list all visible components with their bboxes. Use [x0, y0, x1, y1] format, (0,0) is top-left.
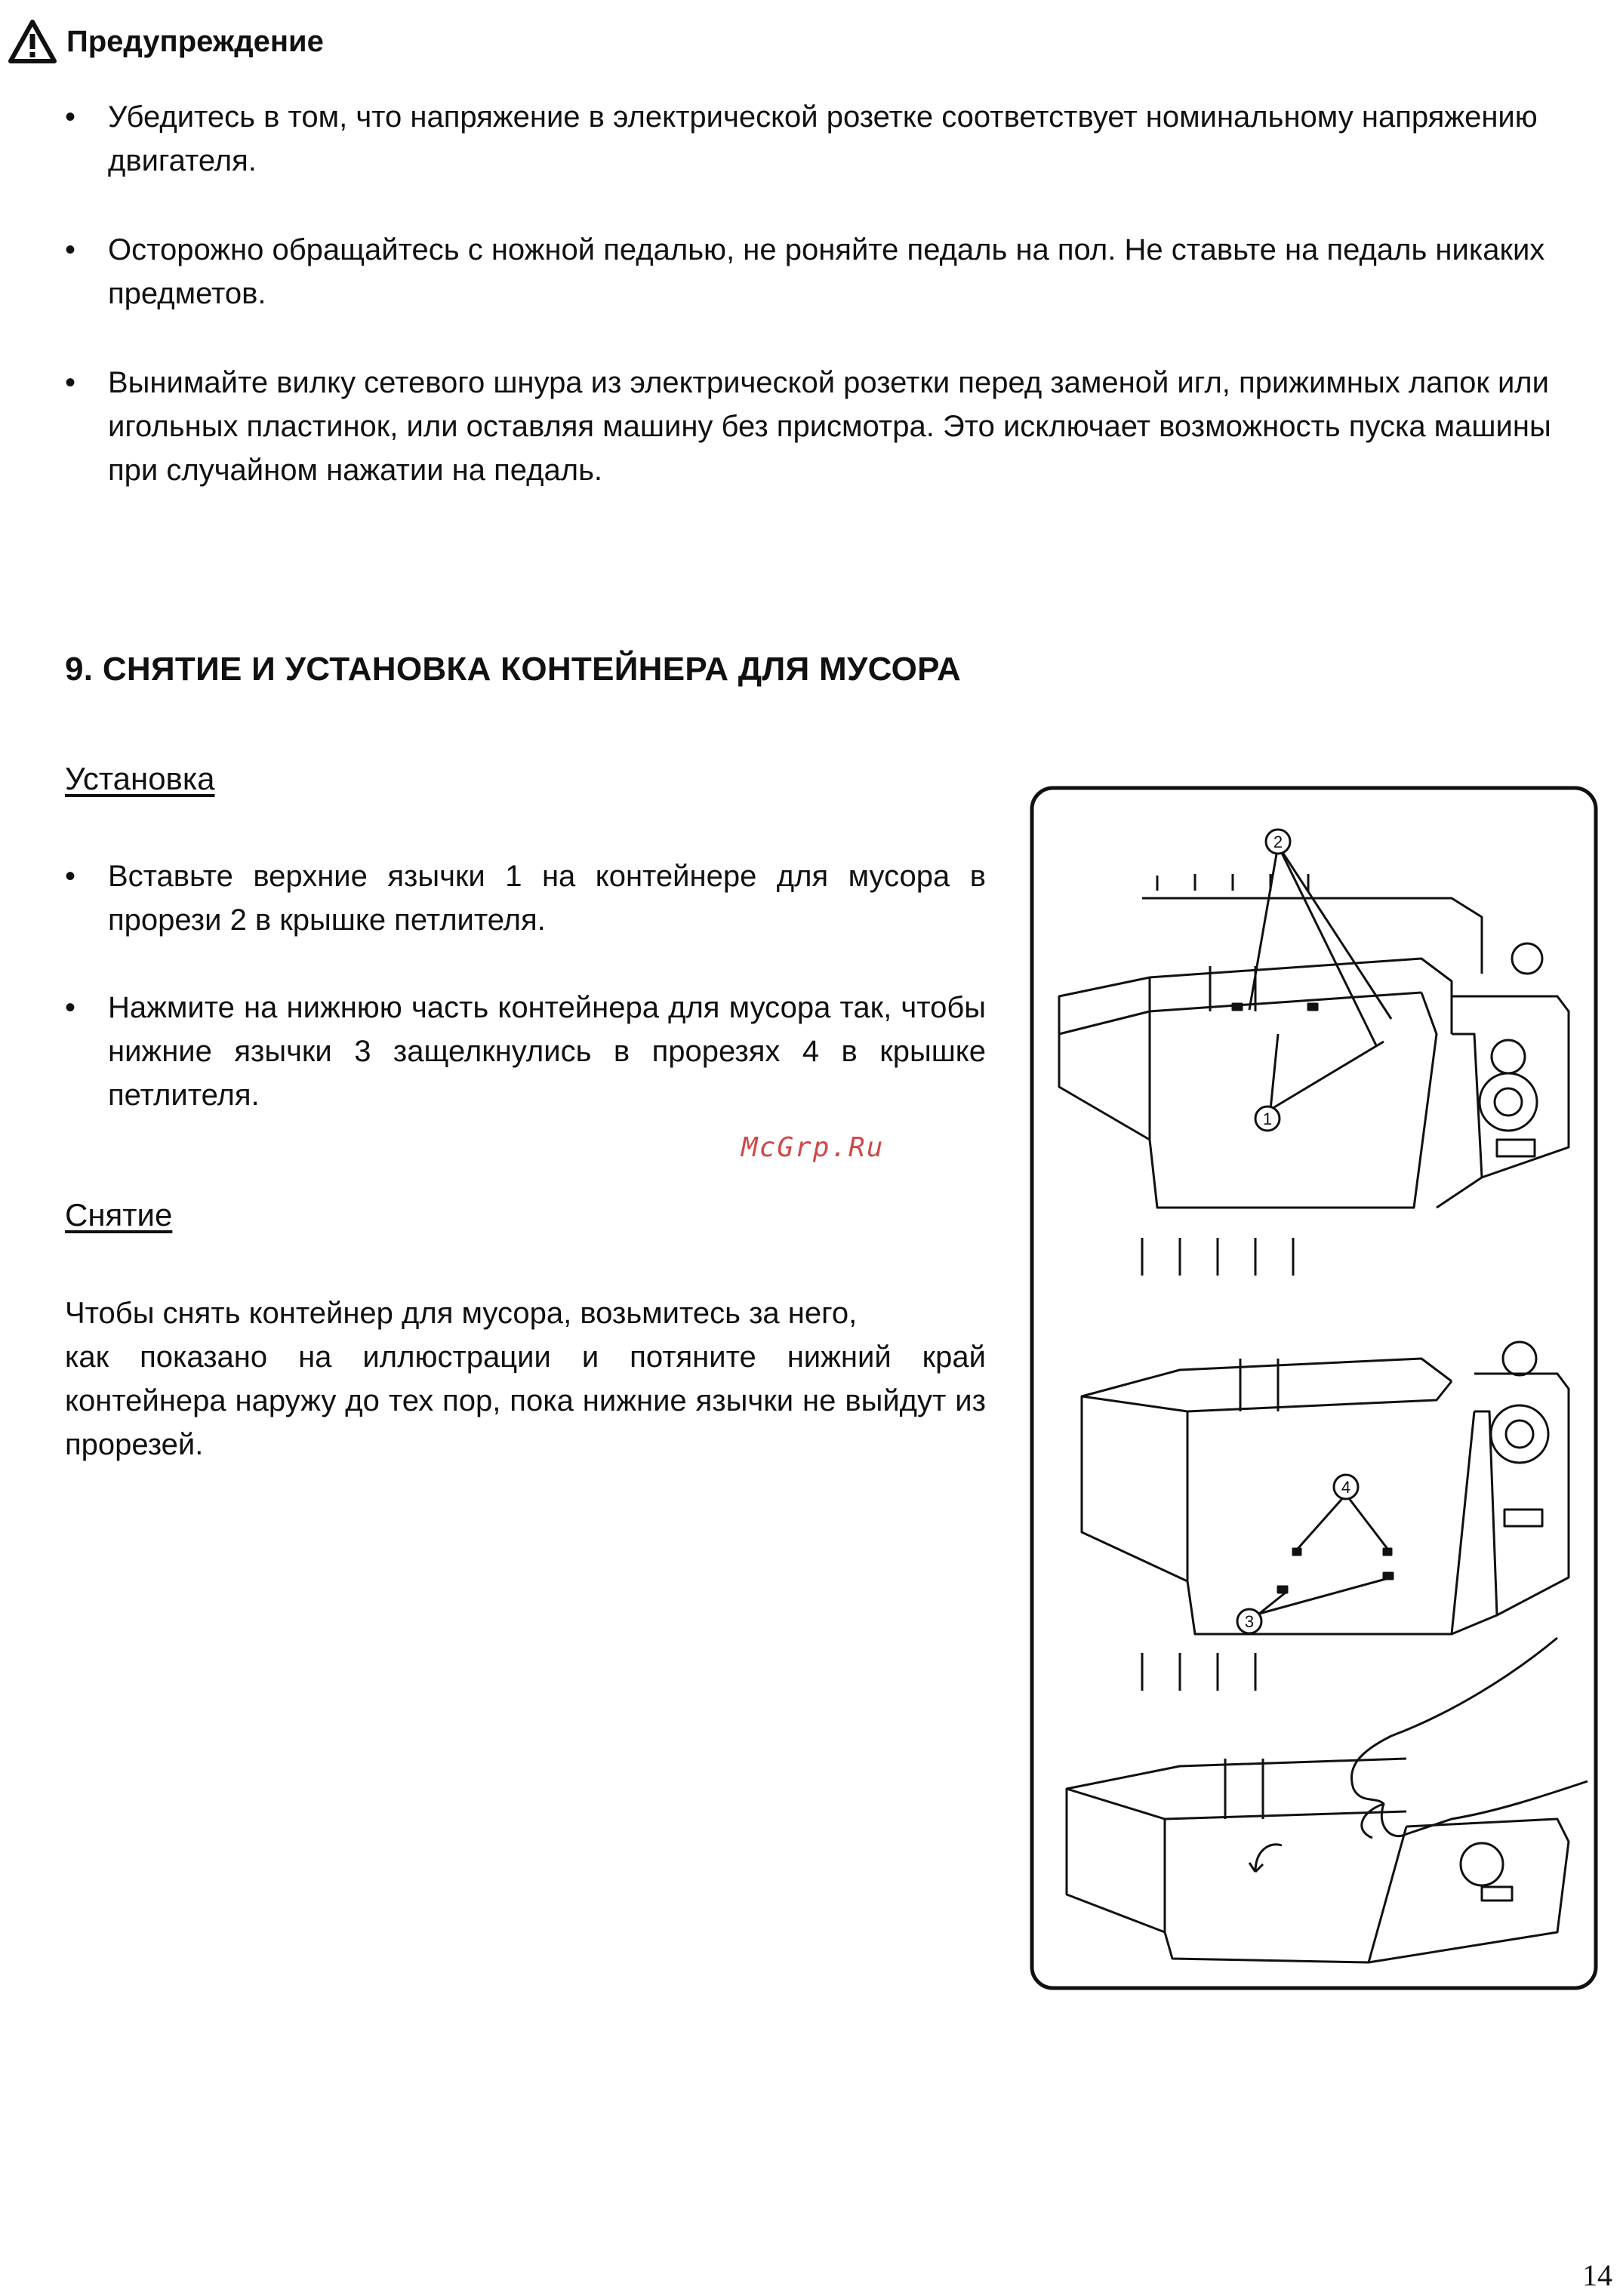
warning-title: Предупреждение	[66, 24, 324, 58]
install-heading: Установка	[65, 761, 215, 796]
install-bullet-2: Нажмите на нижнюю часть контейнера для мусора так, чтобы нижние язычки 3 защелкнулись в прорезях 4 в крышке петлителя.	[108, 991, 986, 1112]
page-number: 14	[1582, 2258, 1612, 2292]
callout-4-marker	[1334, 1475, 1358, 1499]
removal-text: как показано на иллюстрации и потяните нижний край контейнера наружу до тех пор, пока нижние язычки не выйдут из прорезей.	[65, 1340, 986, 1461]
removal-heading: Снятие	[65, 1197, 173, 1233]
bullet-dot: •	[65, 860, 76, 893]
section-title: 9. СНЯТИЕ И УСТАНОВКА КОНТЕЙНЕРА ДЛЯ МУСОРА	[65, 651, 962, 688]
bullet-dot: •	[65, 991, 76, 1024]
warning-bullet-3: Вынимайте вилку сетевого шнура из электрической розетки перед заменой игл, прижимных лапок или игольных пластинок, или оставляя машину без присмотра. Это исключает возможность пуска машины при случайном нажатии на педаль.	[108, 366, 1551, 487]
callout-3-label: 3	[1244, 1612, 1255, 1631]
callout-4-label: 4	[1341, 1478, 1351, 1497]
illustration-lower-tabs	[1082, 1238, 1569, 1634]
watermark: McGrp.Ru	[741, 1132, 885, 1163]
install-bullet-1: Вставьте верхние язычки 1 на контейнере для мусора в прорези 2 в крышке петлителя.	[108, 860, 986, 937]
illustration-removal-hand	[1067, 1638, 1588, 1962]
warning-bullet-1: Убедитесь в том, что напряжение в электрической розетке соответствует номинальному напряжению двигателя.	[108, 100, 1538, 177]
callout-2-marker	[1266, 829, 1290, 854]
illustration-figure	[1029, 785, 1599, 1991]
warning-bullet-2: Осторожно обращайтесь с ножной педалью, не роняйте педаль на пол. Не ставьте на педаль никаких предметов.	[108, 233, 1545, 310]
removal-text-line1: Чтобы снять контейнер для мусора, возьмитесь за него,	[65, 1297, 858, 1330]
bullet-dot: •	[65, 233, 76, 266]
callout-2-label: 2	[1273, 833, 1283, 851]
bullet-dot: •	[65, 100, 76, 134]
warning-heading	[8, 15, 324, 68]
bullet-dot: •	[65, 366, 76, 399]
warning-triangle-icon	[8, 19, 57, 64]
callout-1-label: 1	[1262, 1110, 1273, 1128]
callout-3-marker	[1237, 1609, 1261, 1633]
callout-1-marker	[1255, 1106, 1280, 1131]
illustration-install-tabs	[1059, 845, 1569, 1208]
